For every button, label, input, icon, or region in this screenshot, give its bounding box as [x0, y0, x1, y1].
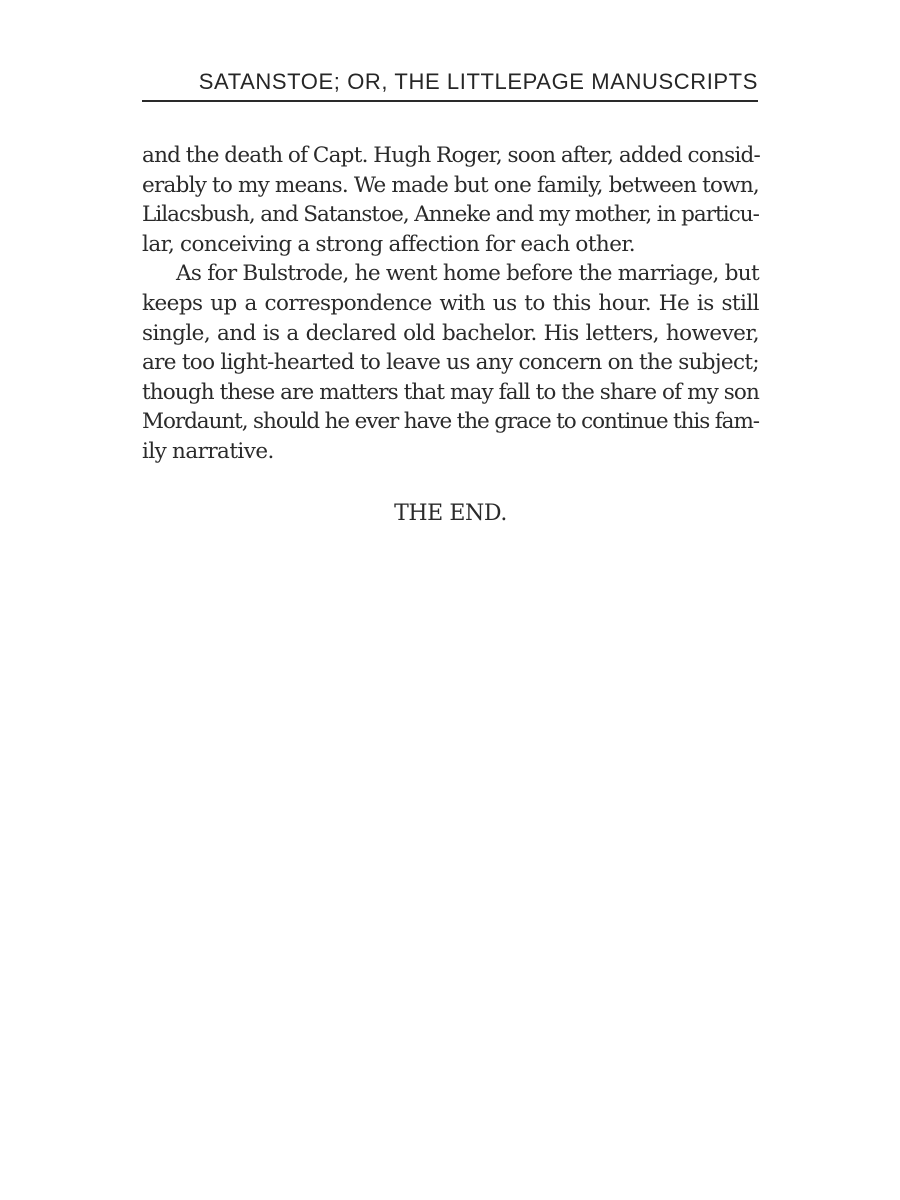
text-line: As for Bulstrode, he went home before the marriage, but: [176, 261, 759, 287]
paragraph: [142, 141, 759, 259]
text-line: and the death of Capt. Hugh Roger, soon after, added consid-: [142, 143, 761, 168]
text-line: Mordaunt, should he ever have the grace to continue this fam-: [142, 409, 759, 435]
body-text: [142, 141, 759, 467]
the-end-heading: THE END.: [394, 501, 507, 526]
running-head: [142, 66, 758, 102]
text-line: single, and is a declared old bachelor. His letters, however,: [142, 320, 759, 346]
text-line: are too light-hearted to leave us any concern on the subject;: [142, 350, 759, 376]
text-line: Lilacsbush, and Satanstoe, Anneke and my mother, in particu-: [142, 202, 759, 228]
text-line: erably to my means. We made but one family, between town,: [142, 172, 759, 198]
text-line: though these are matters that may fall to the share of my son: [142, 379, 759, 405]
text-line: keeps up a correspondence with us to this hour. He is still: [142, 290, 759, 316]
paragraph: [142, 259, 759, 466]
text-line: ily narrative.: [142, 438, 274, 464]
running-head-title: SATANSTOE; OR, THE LITTLEPAGE MANUSCRIPTS: [198, 69, 758, 94]
text-line: lar, conceiving a strong affection for each other.: [142, 231, 636, 257]
